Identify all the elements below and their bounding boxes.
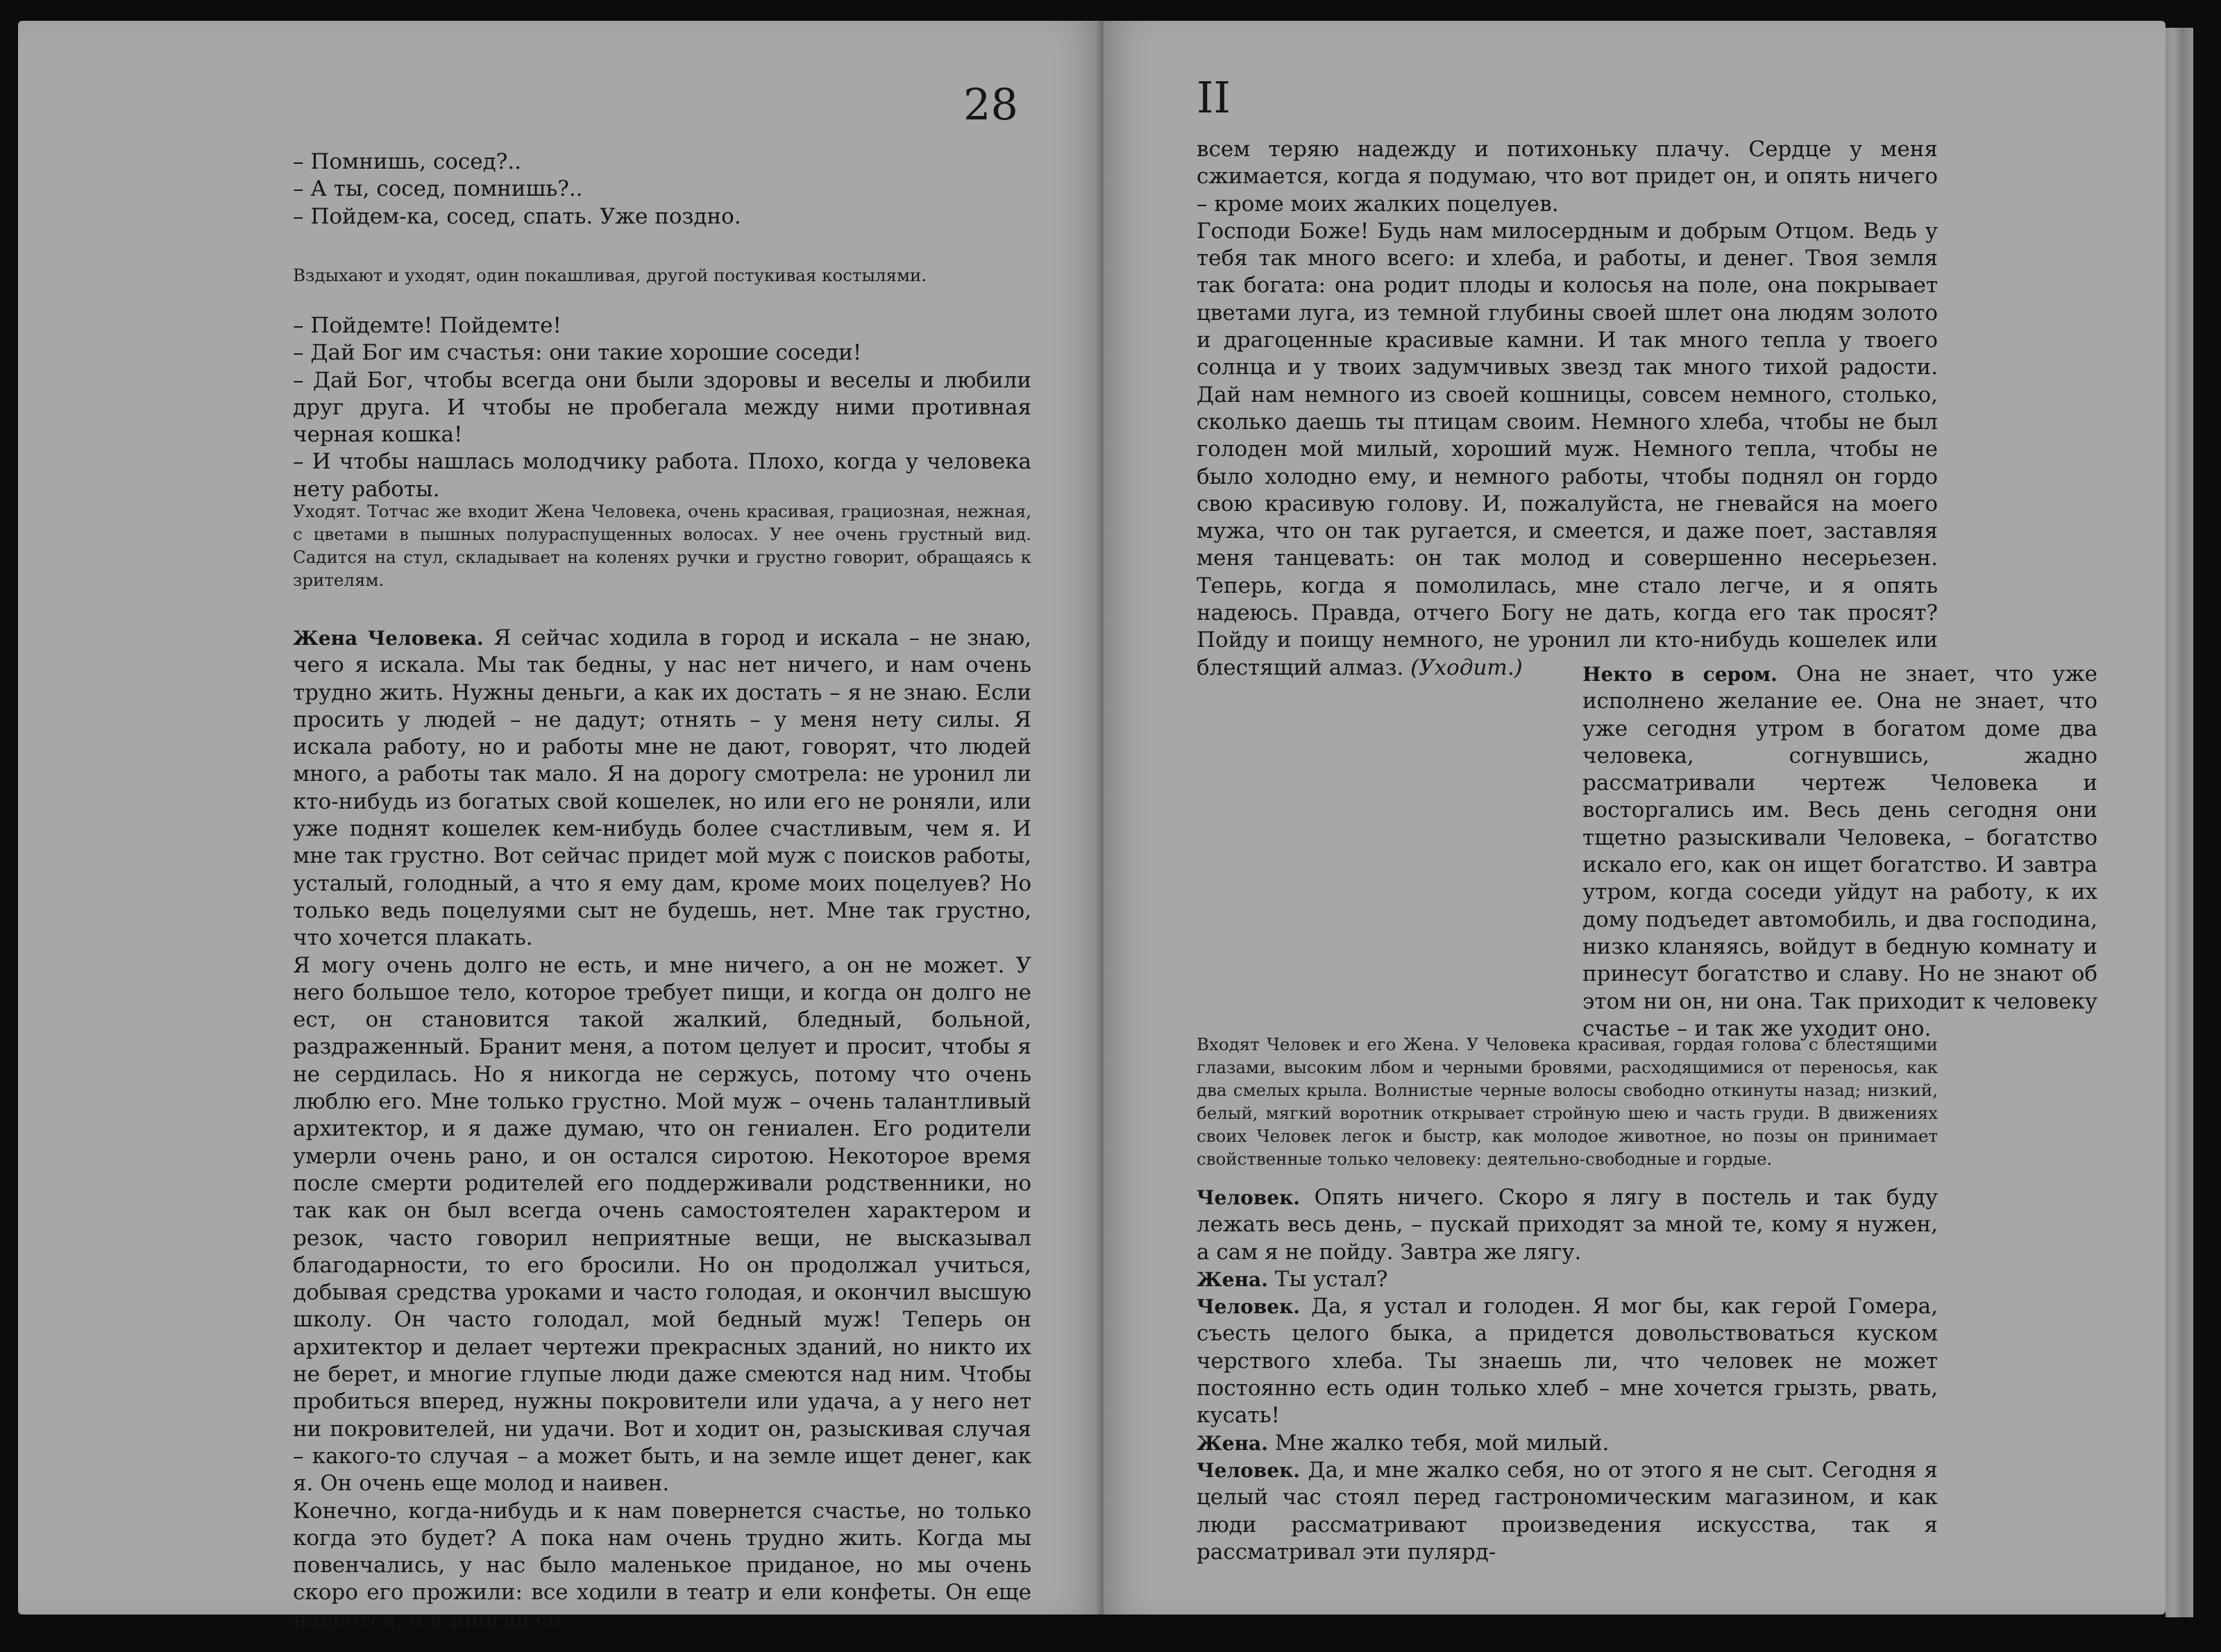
monologue-text: Я сейчас ходила в город и искала – не знаю, чего я искала. Мы так бедны, у нас нет ничего, и нам очень трудно жить. Нужны деньги, а как их достать – я не знаю. Если просить у людей – не дадут; отнять – у меня нету силы. Я искала работу, но и работы мне не дают, говорят, что людей много, а работы так мало. Я на дорогу смотрела: не уронил ли кто-нибудь из богатых свой кошелек, но или его не роняли, или уже поднят кошелек кем-нибудь более счастливым, чем я. И мне так грустно. Вот сейчас придет мой муж с поисков работы, усталый, голодный, а что я ему дам, кроме моих поцелуев? Но только ведь поцелуями сыт не будешь, нет. Мне так грустно, что хочется плакать. bbox=[293, 625, 1031, 951]
right-page bbox=[1104, 21, 2165, 1615]
dialogue-text: Мне жалко тебя, мой милый. bbox=[1274, 1430, 1610, 1456]
dialogue-line bbox=[1197, 1457, 1938, 1566]
speaker-name: Человек. bbox=[1197, 1458, 1301, 1482]
wife-monologue bbox=[293, 625, 1031, 1634]
stage-direction-1 bbox=[293, 264, 1031, 287]
monologue-paragraph bbox=[1197, 218, 1938, 682]
page-edges bbox=[2165, 28, 2193, 1617]
dialogue-line: – Пойдемте! Пойдемте! bbox=[293, 313, 561, 338]
monologue-paragraph: всем теряю надежду и потихоньку плачу. Сердце у меня сжимается, когда я подумаю, что вот придет он, и опять ничего – кроме моих жалких поцелуев. bbox=[1197, 137, 1938, 217]
someone-in-grey-speech bbox=[1582, 661, 2097, 1043]
speaker-name: Человек. bbox=[1197, 1186, 1301, 1209]
grey-text: Она не знает, что уже исполнено желание ее. Она не знает, что уже сегодня утром в богатом доме два человека, согнувшись, жадно рассматривали чертеж Человека и восторгались им. Весь день сегодня они тщетно разыскивали Человека, – богатство искало его, как он ищет богатство. И завтра утром, когда соседи уйдут на работу, к их дому подъедет автомобиль, и два господина, низко кланяясь, войдут в бедную комнату и принесут богатство и славу. Но не знают об этом ни он, ни она. Так приходит к человеку счастье – и так же уходит оно. bbox=[1582, 661, 2097, 1041]
grey-paragraph bbox=[1582, 661, 2097, 1043]
wife-monologue-continued bbox=[1197, 136, 1938, 682]
speaker-name: Жена Человека. bbox=[293, 627, 484, 650]
stage-direction-3 bbox=[1197, 1033, 1938, 1170]
speaker-name: Жена. bbox=[1197, 1267, 1268, 1291]
stage-direction-2 bbox=[293, 500, 1031, 591]
stage-direction-text: Уходят. Тотчас же входит Жена Человека, очень красивая, грациозная, нежная, с цветами в пышных полураспущенных волосах. У нее очень грустный вид. Садится на стул, складывает на коленях ручки и грустно говорит, обращаясь к зрителям. bbox=[293, 501, 1031, 590]
dialogue-line: – Дай Бог, чтобы всегда они были здоровы и веселы и любили друг друга. И чтобы не пробегала между ними противная черная кошка! bbox=[293, 367, 1031, 448]
monologue-paragraph: Конечно, когда-нибудь и к нам повернется счастье, но только когда это будет? А пока нам очень трудно жить. Когда мы повенчались, у нас было маленькое приданое, но мы очень скоро его прожили: все ходили в театр и ели конфеты. Он еще надеется, а я иногда со- bbox=[293, 1498, 1031, 1633]
dialogue-line bbox=[1197, 1293, 1938, 1429]
page-number: 28 bbox=[963, 79, 1018, 130]
dialogue-text: Да, я устал и голоден. Я мог бы, как герой Гомера, съесть целого быка, а придется довольствоваться куском черствого хлеба. Ты знаешь ли, что человек не может постоянно есть один только хлеб – мне хочется грызть, рвать, кусать! bbox=[1197, 1294, 1939, 1428]
speaker-name: Человек. bbox=[1197, 1295, 1301, 1319]
stage-direction-text: Вздыхают и уходят, один покашливая, другой постукивая костылями. bbox=[293, 265, 927, 285]
dialogue-block-3 bbox=[1197, 1184, 1938, 1566]
prayer-text: Господи Боже! Будь нам милосердным и добрым Отцом. Ведь у тебя так много всего: и хлеба, и работы, и денег. Твоя земля так богата: она родит плоды и колосья на поле, она покрывает цветами луга, из темной глубины своей шлет она людям золото и драгоценные красивые камни. И так много тепла у твоего солнца и у твоих задумчивых звезд так много тихой радости. Дай нам немного из своей кошницы, совсем немного, столько, сколько даешь ты птицам своим. Немного хлеба, чтобы не был голоден мой милый, хороший муж. Немного тепла, чтобы не было холодно ему, и немного работы, чтобы поднял он гордо свою красивую голову. И, пожалуйста, не гневайся на моего мужа, что он так ругается, и смеется, и даже поет, заставляя меня танцевать: он так молод и совершенно несерьезен. Теперь, когда я помолилась, мне стало легче, и я опять надеюсь. Правда, отчего Богу не дать, когда его так просят? Пойду и поищу немного, не уронил ли кто-нибудь кошелек или блестящий алмаз. bbox=[1197, 218, 1938, 680]
exit-note: (Уходит.) bbox=[1410, 655, 1523, 680]
speaker-name: Жена. bbox=[1197, 1431, 1268, 1455]
dialogue-line: – И чтобы нашлась молодчику работа. Плохо, когда у человека нету работы. bbox=[293, 449, 1031, 502]
dialogue-line bbox=[1197, 1430, 1938, 1457]
dialogue-line: – Помнишь, сосед?.. bbox=[293, 149, 522, 174]
dialogue-line bbox=[1197, 1184, 1938, 1266]
speaker-name: Некто в сером. bbox=[1582, 663, 1777, 686]
dialogue-line bbox=[1197, 1266, 1938, 1293]
dialogue-text: Да, и мне жалко себя, но от этого я не сыт. Сегодня я целый час стоял перед гастрономическим магазином, и как люди рассматривают произведения искусства, так я рассматривал эти пулярд- bbox=[1197, 1457, 1938, 1565]
dialogue-block-2 bbox=[293, 312, 1031, 503]
dialogue-line: – Пойдем-ка, сосед, спать. Уже поздно. bbox=[293, 203, 741, 229]
monologue-paragraph: Я могу очень долго не есть, и мне ничего, а он не может. У него большое тело, которое требует пищи, и когда он долго не ест, он становится такой жалкий, бледный, больной, раздраженный. Бранит меня, а потом целует и просит, чтобы я не сердилась. Но я никогда не сержусь, потому что очень люблю его. Мне только грустно. Мой муж – очень талантливый архитектор, и я даже думаю, что он гениален. Его родители умерли очень рано, и он остался сиротою. Некоторое время после смерти родителей его поддерживали родственники, но так как он был всегда очень самостоятелен характером и резок, часто говорил неприятные вещи, не высказывал благодарности, то его бросили. Но он продолжал учиться, добывая средства уроками и часто голодая, и окончил высшую школу. Он часто голодал, мой бедный муж! Теперь он архитектор и делает чертежи прекрасных зданий, но никто их не берет, и многие глупые люди даже смеются над ним. Чтобы пробиться вперед, нужны покровители или удача, а у него нет ни покровителей, ни удачи. Вот и ходит он, разыскивая случая – какого-то случая – а может быть, и на земле ищет денег, как я. Он очень еще молод и наивен. bbox=[293, 952, 1031, 1497]
dialogue-block-1 bbox=[293, 149, 1031, 230]
monologue-paragraph bbox=[293, 625, 1031, 952]
left-page bbox=[18, 21, 1101, 1633]
dialogue-line: – А ты, сосед, помнишь?.. bbox=[293, 176, 583, 202]
dialogue-line: – Дай Бог им счастья: они такие хорошие соседи! bbox=[293, 340, 862, 366]
dialogue-text: Ты устал? bbox=[1274, 1266, 1388, 1292]
stage-direction-text: Входят Человек и его Жена. У Человека красивая, гордая голова с блестящими глазами, высоким лбом и черными бровями, расходящимися от переносья, как два смелых крыла. Волнистые черные волосы свободно откинуты назад; низкий, белый, мягкий воротник открывает стройную шею и часть груди. В движениях своих Человек легок и быстр, как молодое животное, но позы он принимает свойственные только человеку: деятельно-свободные и гордые. bbox=[1197, 1034, 1938, 1169]
page-number: II bbox=[1197, 72, 1231, 123]
dialogue-text: Опять ничего. Скоро я лягу в постель и так буду лежать весь день, – пускай приходят за мной те, кому я нужен, а сам я не пойду. Завтра же лягу. bbox=[1197, 1185, 1938, 1265]
